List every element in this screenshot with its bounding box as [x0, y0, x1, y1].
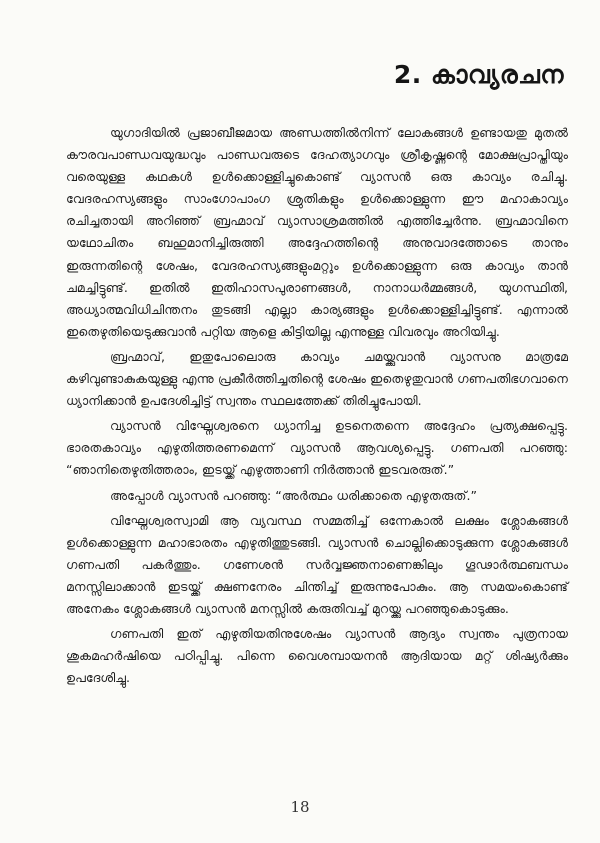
paragraph-6: ഗണപതി ഇത് എഴുതിയതിനുശേഷം വ്യാസൻ ആദ്യം സ്വന്തം പുത്രനായ ശുകമഹർഷിയെ പഠിപ്പിച്ചു. പിന്നെ വൈശമ്പായനൻ ആദിയായ മറ്റ് ശിഷ്യർക്കും ഉപദേശിച്ചു. — [66, 626, 568, 686]
paragraph-4: അപ്പോൾ വ്യാസൻ പറഞ്ഞു: “അർത്ഥം ധരിക്കാതെ എഴുതരുത്.” — [110, 487, 477, 503]
chapter-title: 2. കാവ്യരചന — [393, 60, 564, 89]
paragraph-1: യുഗാദിയിൽ പ്രജാബീജമായ അണ്ഡത്തിൽനിന്ന് ലോകങ്ങൾ ഉണ്ടായതു മുതൽ കൗരവപാണ്ഡവയുദ്ധവും പാണ്ഡവരുടെ ദേഹത്യാഗവും ശ്രീകൃഷ്ണന്റെ മോക്ഷപ്രാപ്തിയും വരെയുള്ള കഥകൾ ഉൾക്കൊള്ളിച്ചുകൊണ്ട് വ്യാസൻ ഒരു കാവ്യം രചിച്ചു. വേദരഹസ്യങ്ങളും സാംഗോപാംഗ ശ്രുതികളും ഉൾക്കൊള്ളുന്ന ഈ മഹാകാവ്യം രചിച്ചതായി അറിഞ്ഞ് ബ്രഹ്മാവ് വ്യാസാശ്രമത്തിൽ എത്തിച്ചേർന്നു. ബ്രഹ്മാവിനെ യഥോചിതം ബഹുമാനിച്ചിരുത്തി അദ്ദേഹത്തിന്റെ അനുവാദത്തോടെ താനും ഇരുന്നതിന്റെ ശേഷം, വേദരഹസ്യങ്ങളുംമറ്റും ഉൾക്കൊള്ളുന്ന ഒരു കാവ്യം താൻ ചമച്ചിട്ടുണ്ട്. ഇതിൽ ഇതിഹാസപുരാണങ്ങൾ, നാനാധർമ്മങ്ങൾ, യുഗസ്ഥിതി, അധ്യാത്മവിധിചിന്തനം തുടങ്ങി എല്ലാ കാര്യങ്ങളും ഉൾക്കൊള്ളിച്ചിട്ടുണ്ട്. എന്നാൽ ഇതെഴുതിയെടുക്കുവാൻ പറ്റിയ ആളെ കിട്ടിയില്ല എന്നുള്ള വിവരവും അറിയിച്ചു. — [66, 125, 568, 339]
paragraph-3: വ്യാസൻ വിഘ്നേശ്വരനെ ധ്യാനിച്ച ഉടനെതന്നെ അദ്ദേഹം പ്രത്യക്ഷപ്പെട്ടു. ഭാരതകാവ്യം എഴുതിത്തരണമെന്ന് വ്യാസൻ ആവശ്യപ്പെട്ടു. ഗണപതി പറഞ്ഞു: “ഞാനിതെഴുതിത്തരാം, ഇടയ്ക്ക് എഴുത്താണി നിർത്താൻ ഇടവരരുത്.” — [66, 418, 568, 478]
paragraph-5: വിഘ്നേശ്വരസ്വാമി ആ വ്യവസ്ഥ സമ്മതിച്ച് ഒന്നേകാൽ ലക്ഷം ശ്ലോകങ്ങൾ ഉൾക്കൊള്ളുന്ന മഹാഭാരതം എഴുതിത്തുടങ്ങി. വ്യാസൻ ചൊല്ലിക്കൊടുക്കുന്ന ശ്ലോകങ്ങൾ ഗണപതി പകർത്തും. ഗണേശൻ സർവ്വജ്ഞനാണെങ്കിലും ഗൂഢാർത്ഥബന്ധം മനസ്സിലാക്കാൻ ഇടയ്ക്ക് ക്ഷണനേരം ചിന്തിച്ച് ഇരുന്നുപോകും. ആ സമയംകൊണ്ട് അനേകം ശ്ലോകങ്ങൾ വ്യാസൻ മനസ്സിൽ കരുതിവച്ച് മുറയ്ക്കു പറഞ്ഞുകൊടുക്കും. — [66, 512, 568, 616]
page-number: 18 — [290, 798, 310, 816]
chapter-body — [66, 122, 568, 689]
paragraph-2: ബ്രഹ്മാവ്, ഇതുപോലൊരു കാവ്യം ചമയ്ക്കുവാൻ വ്യാസനു മാത്രമേ കഴിവുണ്ടാകുകയുള്ളു എന്നു പ്രകീർത്തിച്ചതിന്റെ ശേഷം ഇതെഴുതുവാൻ ഗണപതിഭഗവാനെ ധ്യാനിക്കാൻ ഉപദേശിച്ചിട്ട് സ്വന്തം സ്ഥലത്തേക്ക് തിരിച്ചുപോയി. — [66, 348, 568, 409]
